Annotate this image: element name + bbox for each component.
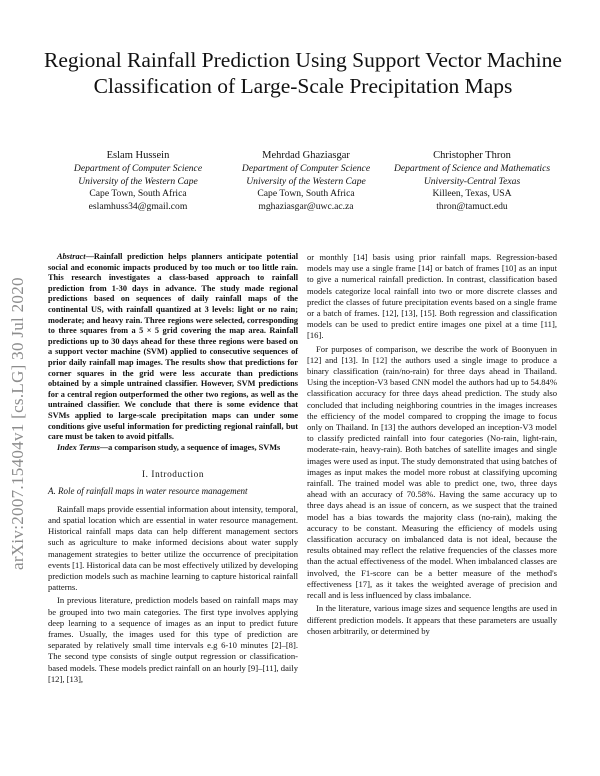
body-paragraph: or monthly [14] basis using prior rainfall maps. Regression-based models may use a single frame [14] or batch of frames [10] as an input to give a numerical rainfall prediction. In contrast, classification based models categorize local rainfall into two or more discrete classes and predict the classes of future precipitation events based on a single frame or a batch of frames. [12], [13], [15]. Both regression and classification models can be used to predict entire images one pixel at a time [11], [16]. xyxy=(307,252,557,341)
author-location: Cape Town, South Africa xyxy=(89,188,187,200)
author-university: University of the Western Cape xyxy=(78,175,198,187)
author-email: thron@tamuct.edu xyxy=(436,200,508,212)
author-location: Killeen, Texas, USA xyxy=(432,188,512,200)
arxiv-identifier: arXiv:2007.15404v1 [cs.LG] 30 Jul 2020 xyxy=(8,277,27,570)
abstract-text: —Rainfall prediction helps planners anticipate potential social and economic impacts produced by too much or too little rain. This research investigates a class-based approach to rainfall prediction from 1-30 days in advance. The study made regional predictions based on sequences of daily rainfall maps of the continental US, with rainfall quantized at 3 levels: light or no rain; moderate; and heavy rain. Three regions were selected, corresponding to three squares from a 5 × 5 grid covering the map area. Rainfall predictions up to 30 days ahead for these three regions were based on a support vector machine (SVM) applied to consecutive sequences of prior daily rainfall map images. The results show that predictions for corner squares in the grid were less accurate than predictions obtained by a simple untrained classifier. However, SVM predictions for a central region outperformed the other two regions, as well as the untrained classifier. We conclude that there is some evidence that SVMs applied to large-scale precipitation maps can under some conditions give useful information for predicting regional rainfall, but care must be taken to avoid pitfalls. xyxy=(48,252,298,442)
index-terms xyxy=(48,443,298,454)
index-terms-text: —a comparison study, a sequence of images, SVMs xyxy=(99,442,281,452)
author-department: Department of Computer Science xyxy=(73,163,203,175)
author-email: eslamhuss34@gmail.com xyxy=(88,200,188,212)
author-block xyxy=(57,150,557,240)
author-university: University-Central Texas xyxy=(423,175,521,187)
author-3 xyxy=(387,150,557,213)
section-heading: I. Introduction xyxy=(141,469,205,480)
author-department: Department of Science and Mathematics xyxy=(393,163,551,175)
body-paragraph: Rainfall maps provide essential information about intensity, temporal, and spatial location which are essential in water resource management. Historical rainfall maps data can help different management sectors such as agriculture to make informed decisions about water supply management strategies to better utilize the occurrence of precipitation events [1]. Historical data can be most effectively utilized by developing prediction models such as machine learning to capture historical rainfall patterns. xyxy=(48,503,298,593)
body-paragraph: In previous literature, prediction models based on rainfall maps may be grouped into two main categories. The first type involves applying deep learning to a sequence of images as an input to predict future frames. Usually, the images used for this type of prediction are separated by relatively small time intervals e.g 6-10 minutes [2]–[8]. The second type consists of single output regression or classification-based models. These models predict rainfall on an hourly [9]–[11], daily [12], [13], xyxy=(48,595,298,684)
author-name: Mehrdad Ghaziasgar xyxy=(262,150,350,161)
author-university: University of the Western Cape xyxy=(246,175,366,187)
author-email: mghaziasgar@uwc.ac.za xyxy=(258,200,354,212)
subsection-heading: A. Role of rainfall maps in water resource management xyxy=(48,486,248,497)
author-1 xyxy=(53,150,223,213)
author-department: Department of Computer Science xyxy=(241,163,371,175)
right-column xyxy=(307,252,557,637)
abstract xyxy=(48,252,298,443)
body-paragraph: In the literature, various image sizes and sequence lengths are used in different prediction models. It appears that these parameters are usually chosen arbitrarily, or determined by xyxy=(307,603,557,636)
author-location: Cape Town, South Africa xyxy=(257,188,355,200)
left-column xyxy=(48,252,298,685)
author-name: Eslam Hussein xyxy=(106,150,170,161)
index-terms-lead: Index Terms xyxy=(57,442,100,452)
abstract-lead: Abstract xyxy=(57,252,86,261)
author-2 xyxy=(221,150,391,213)
author-name: Christopher Thron xyxy=(433,150,511,161)
paper-title: Regional Rainfall Prediction Using Support Vector Machine Classification of Large-Scale Precipitation Maps xyxy=(44,48,562,98)
body-paragraph: For purposes of comparison, we describe the work of Boonyuen in [12] and [13]. In [12] the authors used a single image to produce a binary classification (rain/no-rain) for three days ahead in Thailand. Using the inception-V3 based CNN model the authors had up to 54.84% classification accuracy for three days ahead prediction. The study also concluded that including neighboring countries in the images increases the efficiency of the model compared to cropping the image to focus only on Thailand. In [13] the authors developed an inception-V3 model to classify predicted rainfall into four categories (No-rain, light-rain, moderate-rain, heavy-rain). Both batches of satellite images and single images were used as input. The study demonstrated that using batches of images as input makes the model more robust at classifying upcoming rainfall. The trained model was able to predict one, two, three days ahead with an accuracy of 70.58%. Having the same accuracy up to three days ahead is an issue of concern, as we suspect that the trained model has a bias towards the majority class (no-rain), making the accuracy to be constant. Measuring the efficiency of models using classification accuracy on imbalanced data is not ideal, because the results obtained may reflect the relative frequencies of the classes more than the actual effectiveness of the model. When imbalanced classes are involved, the F1-score can be a better measure of the method's effectiveness [17], as it takes the weighted average of precision and recall and is less influenced by class imbalance. xyxy=(307,343,557,601)
